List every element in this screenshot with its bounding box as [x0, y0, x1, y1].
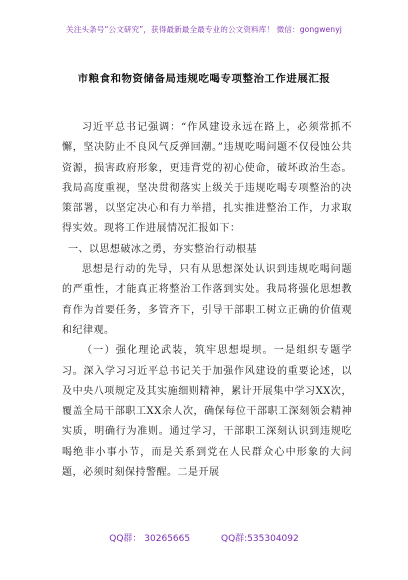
footer-qq-group-2: QQ群:535304092: [220, 534, 299, 544]
intro-paragraph: 习近平总书记强调：“作风建设永远在路上，必须常抓不懈，坚决防止不良风气反弹回潮。”违规吃喝问题不仅侵蚀公共资源，损害政府形象，更违背党的初心使命，破坏政治生态。我局高度重视，坚决贯彻落实上级关于违规吃喝专项整治的决策部署，以坚定决心和有力举措，扎实推进整治工作，力求取得实效。现将工作进展情况汇报如下：: [62, 122, 352, 235]
subsection-paragraph: （一）强化理论武装，筑牢思想堤坝。一是组织专题学习。深入学习习近平总书记关于加强作风建设的重要论述，以及中央八项规定及其实施细则精神，累计开展集中学习XX次，覆盖全局干部职工XX余人次，确保每位干部职工深刻领会精神实质，明确行为准则。通过学习，干部职工深刻认识到违规吃喝绝非小事小节，而是关系到党在人民群众心中形象的大问题，必须时刻保持警醒。二是开展: [62, 345, 352, 479]
header-note: 关注头条号“公文研究”，获得最新最全最专业的公文资料库！ 微信：gongwenyj: [66, 25, 342, 34]
document-body: [62, 118, 352, 483]
footer: [0, 531, 408, 544]
section-paragraph: 思想是行动的先导，只有从思想深处认识到违规吃喝问题的严重性，才能真正将整治工作落到实处。我局将强化思想教育作为首要任务，多管齐下，引导干部职工树立正确的价值观和纪律观。: [62, 264, 352, 336]
section-heading-1: 一、以思想破冰之勇，夯实整治行动根基: [68, 243, 257, 255]
document-title: 市粮食和物资储备局违规吃喝专项整治工作进展汇报: [77, 73, 331, 85]
footer-qq-group-1: QQ群： 30265665: [109, 534, 191, 544]
